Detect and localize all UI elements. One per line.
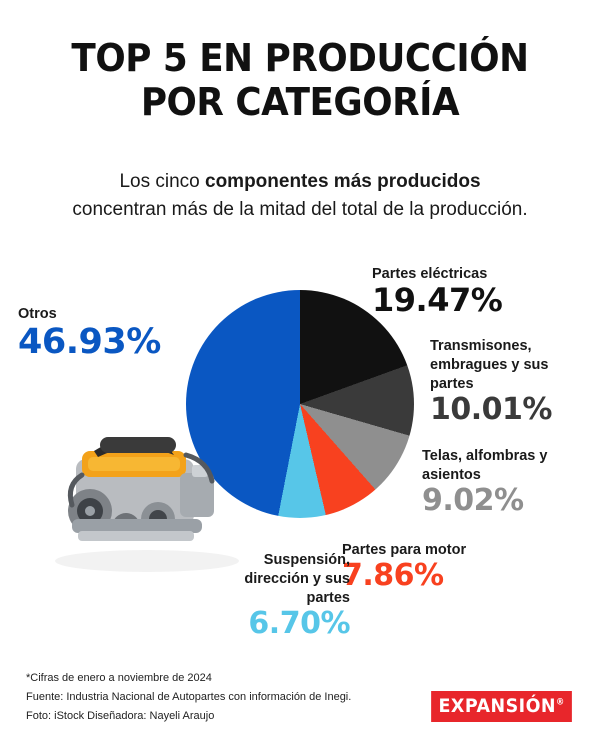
slice-label-partes-para-motor <box>342 541 532 592</box>
slice-name-suspension: Suspensión, dirección y sus partes <box>244 552 350 606</box>
subtitle <box>70 168 530 224</box>
slice-label-partes-electricas <box>372 265 572 318</box>
subtitle-part-1: Los cinco <box>119 171 205 192</box>
subtitle-bold: componentes más producidos <box>205 171 481 192</box>
brand-text: EXPANSIÓN <box>438 695 556 717</box>
title-line-2: POR CATEGORÍA <box>140 80 460 124</box>
slice-value-partes-para-motor: 7.86% <box>342 558 444 593</box>
slice-label-transmisiones <box>430 337 590 426</box>
slice-name-transmisiones: Transmisones, embragues y sus partes <box>430 338 549 392</box>
page-title <box>0 36 600 124</box>
footer-line-2: Fuente: Industria Nacional de Autopartes con información de Inegi. <box>26 691 352 703</box>
title-line-1: TOP 5 EN PRODUCCIÓN <box>71 36 529 80</box>
expansion-logo <box>431 691 572 722</box>
footer-line-1: *Cifras de enero a noviembre de 2024 <box>26 672 212 684</box>
footer-line-3: Foto: iStock Diseñadora: Nayeli Araujo <box>26 710 215 722</box>
subtitle-part-2: concentran más de la mitad del total de la producción. <box>72 199 528 220</box>
slice-label-otros <box>18 305 178 361</box>
slice-value-otros: 46.93% <box>18 322 161 362</box>
slice-name-partes-para-motor: Partes para motor <box>342 542 467 558</box>
slice-value-telas: 9.02% <box>422 483 524 518</box>
slice-value-partes-electricas: 19.47% <box>372 281 503 319</box>
slice-label-suspension <box>208 551 350 640</box>
slice-value-transmisiones: 10.01% <box>430 392 552 427</box>
slice-label-telas <box>422 447 590 517</box>
slice-value-suspension: 6.70% <box>248 606 350 641</box>
slice-name-telas: Telas, alfombras y asientos <box>422 448 548 483</box>
brand-registered-mark: ® <box>555 697 565 708</box>
footer-notes <box>26 669 446 726</box>
slice-name-partes-electricas: Partes eléctricas <box>372 266 488 282</box>
slice-name-otros: Otros <box>18 306 57 322</box>
chart-area <box>0 265 600 665</box>
